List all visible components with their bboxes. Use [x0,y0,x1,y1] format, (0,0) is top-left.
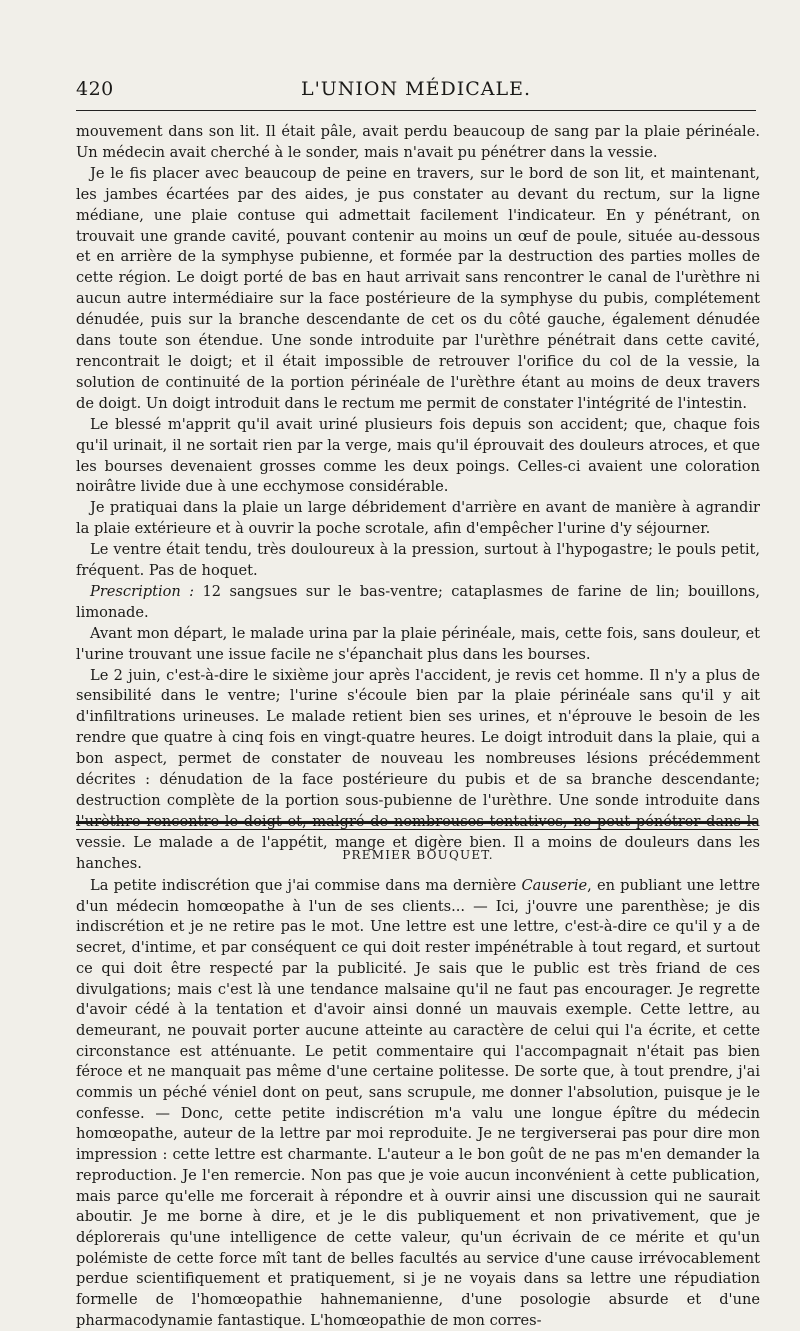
paragraph: Je le fis placer avec beaucoup de peine en travers, sur le bord de son lit, et maintenant, les jambes écartées par des aides, je pus constater au devant du rectum, sur la ligne médiane, une plaie contuse qui admettait facilement l'indicateur. En y pénétrant, on trouvait une grande cavité, pouvant contenir au moins un œuf de poule, située au-dessous et en arrière de la symphyse pubienne, et formée par la destruction des parties molles de cette région. Le doigt porté de bas en haut arrivait sans rencontrer le canal de l'urèthre ni aucun autre intermédiaire sur la face postérieure de la symphyse du pubis, complétement dénudée, puis sur la branche descendante de cet os du côté gauche, également dénudée dans toute son étendue. Une sonde introduite par l'urèthre pénétrait dans cette cavité, rencontrait le doigt; et il était impossible de retrouver l'orifice du col de la vessie, la solution de continuité de la portion périnéale de l'urèthre étant au moins de deux travers de doigt. Un doigt introduit dans le rectum me permit de constater l'intégrité de l'intestin. [76,164,760,412]
section-divider [76,821,758,830]
text-run: La petite indiscrétion que j'ai commise dans ma dernière [90,877,522,894]
paragraph [76,876,760,1331]
prescription-label: Prescription : [90,582,195,600]
header-rule [76,110,756,111]
paragraph: Avant mon départ, le malade urina par la plaie périnéale, mais, cette fois, sans douleur, et l'urine trouvant une issue facile ne s'épanchait plus dans les bourses. [76,624,760,663]
paragraph: Le blessé m'apprit qu'il avait uriné plusieurs fois depuis son accident; que, chaque fois qu'il urinait, il ne sortait rien par la verge, mais qu'il éprouvait des douleurs atroces, et que les bourses devenaient grosses comme les deux poings. Celles-ci avaient une coloration noirâtre livide due à une ecchymose considérable. [76,415,760,496]
italic-term: Causerie [521,877,588,894]
case-report-text [76,122,760,875]
page-header [76,74,756,100]
text-run: , en publiant une lettre d'un médecin homœopathe à l'un de ses clients... — Ici, j'ouvre une parenthèse; je dis indiscrétion et je ne retire pas le mot. Une lettre est une lettre, c'est-à-dire ce qu'il y a de secret, d'intime, et par conséquent ce qui doit rester impénétrable à tout regard, et surtout ce qui doit être respecté par la publicité. Je sais que le public est très friand de ces divulgations; mais c'est là une tendance malsaine qu'il ne faut pas encourager. Je regrette d'avoir cédé à la tentation et d'avoir ainsi donné un mauvais exemple. Cette lettre, au demeurant, ne pouvait porter aucune atteinte au caractère de celui qui l'a écrite, et cette circonstance est atténuante. Le petit commentaire qui l'accompagnait n'était pas bien féroce et ne manquait pas même d'une certaine politesse. De sorte que, à tout prendre, j'ai commis un péché véniel dont on peut, sans scrupule, me donner l'absolution, puisque je le confesse. — Donc, cette petite indiscrétion m'a valu une longue épître du médecin homœopathe, auteur de la lettre par moi reproduite. Je ne tergiverserai pas pour dire mon impression : cette lettre est charmante. L'auteur a le bon goût de ne pas m'en demander la reproduction. Je l'en remercie. Non pas que je voie aucun inconvénient à cette publication, mais parce qu'elle me forcerait à répondre et à ouvrir ainsi une discussion qui ne saurait aboutir. Je me borne à dire, et je le dis publiquement et non privativement, que je déplorerais qu'une intelligence de cette valeur, qu'un écrivain de ce mérite et qu'un polémiste de cette force mît tant de belles facultés au service d'une cause irrévocablement perdue scientifiquement et pratiquement, si je ne voyais dans sa lettre une répudiation formelle de l'homœopathie hahnemanienne, d'une posologie absurde et d'une pharmacodynamie fantastique. L'homœopathie de mon corres- [76,877,760,1329]
journal-title: L'UNION MÉDICALE. [300,78,532,100]
page-number: 420 [76,78,114,100]
paragraph: Je pratiquai dans la plaie un large débridement d'arrière en avant de manière à agrandir la plaie extérieure et à ouvrir la poche scrotale, afin d'empêcher l'urine d'y séjourner. [76,499,760,538]
prescription-text: 12 sangsues sur le bas-ventre; cataplasmes de farine de lin; bouillons, limonade. [76,582,761,621]
paragraph: mouvement dans son lit. Il était pâle, avait perdu beaucoup de sang par la plaie périnéale. Un médecin avait cherché à le sonder, mais n'avait pu pénétrer dans la vessie. [76,123,760,161]
paragraph: Le ventre était tendu, très douloureux à la pression, surtout à l'hypogastre; le pouls petit, fréquent. Pas de hoquet. [76,541,760,580]
paragraph: Le 2 juin, c'est-à-dire le sixième jour après l'accident, je revis cet homme. Il n'y a plus de sensibilité dans le ventre; l'urine s'écoule bien par la plaie périnéale sans qu'il y ait d'infiltrations urineuses. Le malade retient bien ses urines, et n'éprouve le besoin de les rendre que quatre à cinq fois en vingt-quatre heures. Le doigt introduit dans la plaie, qui a bon aspect, permet de constater de nouveau les nombreuses lésions précédemment décrites : dénudation de la face postérieure du pubis et de sa branche descendante; destruction complète de la portion sous-pubienne de l'urèthre. Une sonde introduite dans l'urèthre rencontre le doigt et, malgré de nombreuses tentatives, ne peut pénétrer dans la vessie. Le malade a de l'appétit, mange et digère bien. Il a moins de douleurs dans les hanches. [76,666,760,872]
causerie-text [76,876,760,1331]
prescription-paragraph [76,582,760,624]
section-title: PREMIER BOUQUET. [342,848,494,862]
